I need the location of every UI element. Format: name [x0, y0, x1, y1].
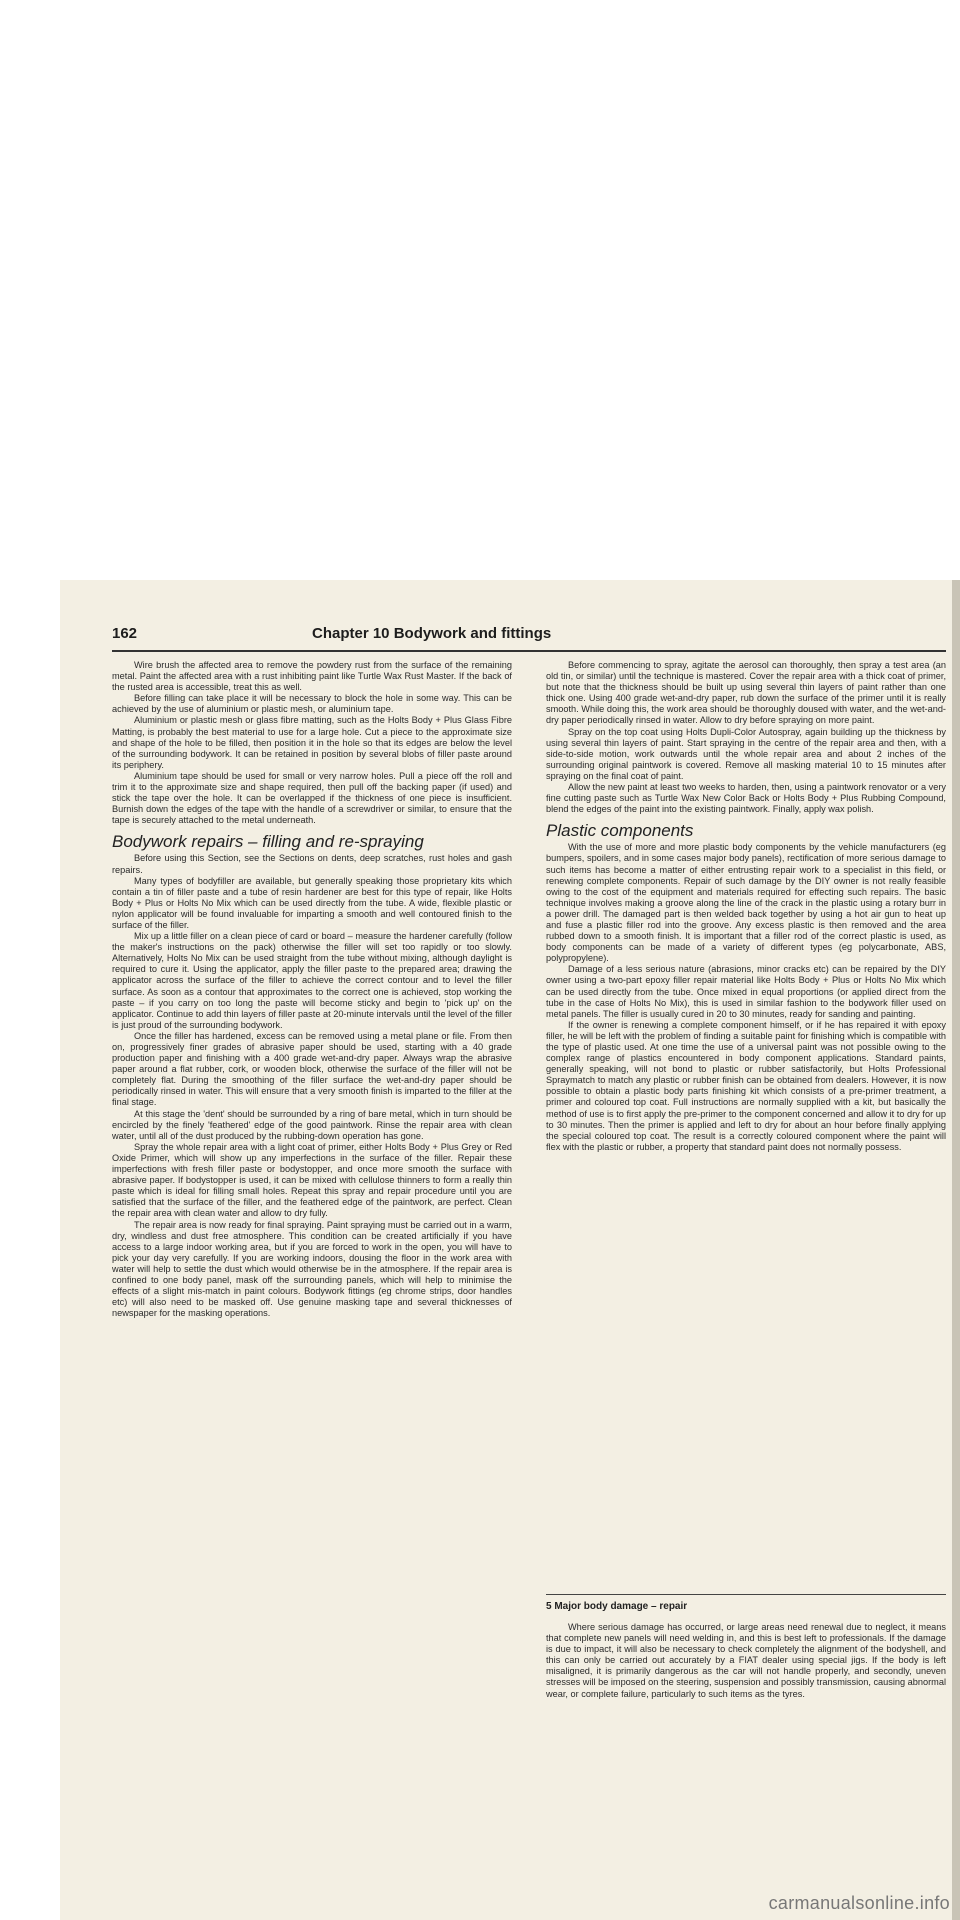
- paragraph: Wire brush the affected area to remove the powdery rust from the surface of the remaining metal. Paint the affected area with a rust inhibiting paint like Turtle Wax Rust Master. If the back of the rusted area is accessible, treat this as well.: [112, 660, 512, 693]
- right-column-lower: [546, 1622, 946, 1700]
- paragraph: Aluminium or plastic mesh or glass fibre matting, such as the Holts Body + Plus Glass Fibre Matting, is probably the best material to use for a large hole. Cut a piece to the approximate size and shape of the hole to be filled, then position it in the hole so that its edges are below the level of the surrounding bodywork. It can be retained in position by several blobs of filler paste around its periphery.: [112, 715, 512, 770]
- header-rule: [112, 650, 946, 652]
- paragraph: At this stage the 'dent' should be surrounded by a ring of bare metal, which in turn should be encircled by the finely 'feathered' edge of the good paintwork. Rinse the repair area with clean water, until all of the dust produced by the rubbing-down operation has gone.: [112, 1108, 512, 1141]
- paragraph: Allow the new paint at least two weeks to harden, then, using a paintwork renovator or a very fine cutting paste such as Turtle Wax New Color Back or Holts Body + Plus Rubbing Compound, blend the edges of the paint into the existing paintwork. Finally, apply wax polish.: [546, 782, 946, 815]
- section-heading-filling: Bodywork repairs – filling and re-spraying: [112, 832, 424, 852]
- paragraph: Many types of bodyfiller are available, but generally speaking those proprietary kits which contain a tin of filler paste and a tube of resin hardener are best for this type of repair, like Holts Body + Plus or Holts No Mix which can be used directly from the tube. A wide, flexible plastic or nylon applicator will be found invaluable for imparting a smooth and well contoured finish to the surface of the filler.: [112, 875, 512, 930]
- paragraph: Damage of a less serious nature (abrasions, minor cracks etc) can be repaired by the DIY owner using a two-part epoxy filler repair material like Holts Body + Plus or Holts No Mix which can be used directly from the tube. Once mixed in equal proportions (or applied direct from the tube in the case of Holts No Mix), this is used in similar fashion to the bodywork filler used on metal panels. The filler is usually cured in 20 to 30 minutes, ready for sanding and painting.: [546, 964, 946, 1019]
- left-column: [112, 660, 512, 1319]
- paragraph: Aluminium tape should be used for small or very narrow holes. Pull a piece off the roll and trim it to the approximate size and shape required, then pull off the backing paper (if used) and stick the tape over the hole. It can be overlapped if the thickness of one piece is insufficient. Burnish down the edges of the tape with the handle of a screwdriver or similar, to ensure that the tape is securely attached to the metal underneath.: [112, 770, 512, 826]
- chapter-title: Chapter 10 Bodywork and fittings: [312, 625, 552, 642]
- paragraph: Before commencing to spray, agitate the aerosol can thoroughly, then spray a test area (an old tin, or similar) until the technique is mastered. Cover the repair area with a thick coat of primer, but note that the thickness should be built up using several thin layers of paint rather than one thick one. Using 400 grade wet-and-dry paper, rub down the surface of the primer until it is really smooth. While doing this, the work area should be thoroughly doused with water, and the wet-and-dry paper periodically rinsed in water. Allow to dry before spraying on more paint.: [546, 660, 946, 726]
- paragraph: Before using this Section, see the Sections on dents, deep scratches, rust holes and gash repairs.: [112, 853, 512, 875]
- page-edge-shadow: [952, 580, 960, 1920]
- section-heading-plastic: Plastic components: [546, 821, 694, 841]
- paragraph: The repair area is now ready for final spraying. Paint spraying must be carried out in a warm, dry, windless and dust free atmosphere. This condition can be created artificially if you have access to a large indoor working area, but if you are forced to work in the open, you will have to pick your day very carefully. If you are working indoors, dousing the floor in the work area with water will help to settle the dust which would otherwise be in the atmosphere. If the repair area is confined to one body panel, mask off the surrounding panels, which will help to minimise the effects of a slight mis-match in paint colours. Bodywork fittings (eg chrome strips, door handles etc) will also need to be masked off. Use genuine masking tape and several thicknesses of newspaper for the masking operations.: [112, 1219, 512, 1319]
- right-column: [546, 660, 946, 1153]
- page-number: 162: [112, 625, 138, 642]
- section-heading-major-damage: 5 Major body damage – repair: [546, 1594, 946, 1612]
- paragraph: Spray the whole repair area with a light coat of primer, either Holts Body + Plus Grey or Red Oxide Primer, which will show up any imperfections in the surface of the filler. Repair these imperfections with fresh filler paste or bodystopper, and once more smooth the surface with abrasive paper. If bodystopper is used, it can be mixed with cellulose thinners to form a really thin paste which is ideal for filling small holes. Repeat this spray and repair procedure until you are satisfied that the surface of the filler, and the feathered edge of the paintwork, are perfect. Clean the repair area with clean water and allow to dry fully.: [112, 1141, 512, 1219]
- paragraph: Mix up a little filler on a clean piece of card or board – measure the hardener carefully (follow the maker's instructions on the pack) otherwise the filler will set too rapidly or too slowly. Alternatively, Holts No Mix can be used straight from the tube without mixing, although daylight is required to cure it. Using the applicator, apply the filler paste to the prepared area; drawing the applicator across the surface of the filler to achieve the correct contour and to level the filler surface. As soon as a contour that approximates to the correct one is achieved, stop working the paste – if you carry on too long the paste will become sticky and begin to 'pick up' on the applicator. Continue to add thin layers of filler paste at 20-minute intervals until the level of the filler is just proud of the surrounding bodywork.: [112, 931, 512, 1030]
- paragraph: With the use of more and more plastic body components by the vehicle manufacturers (eg bumpers, spoilers, and in some cases major body panels), rectification of more serious damage to such items has become a matter of either entrusting repair work to a specialist in this field, or renewing complete components. Repair of such damage by the DIY owner is not really feasible owing to the cost of the equipment and materials required for effecting such repairs. The basic technique involves making a groove along the line of the crack in the plastic using a rotary burr in a power drill. The damaged part is then welded back together by using a hot air gun to heat up and fuse a plastic filler rod into the groove. Any excess plastic is then removed and the area rubbed down to a smooth finish. It is important that a filler rod of the correct plastic is used, as body components can be made of a variety of different types (eg polycarbonate, ABS, polypropylene).: [546, 842, 946, 964]
- watermark: carmanualsonline.info: [768, 1893, 950, 1913]
- paragraph: Once the filler has hardened, excess can be removed using a metal plane or file. From then on, progressively finer grades of abrasive paper should be used, starting with a 40 grade production paper and finishing with a 400 grade wet-and-dry paper. Always wrap the abrasive paper around a flat rubber, cork, or wooden block, otherwise the surface of the filler will not be completely flat. During the smoothing of the filler surface the wet-and-dry paper should be periodically rinsed in water. This will ensure that a very smooth finish is imparted to the filler at the final stage.: [112, 1030, 512, 1108]
- paragraph: Spray on the top coat using Holts Dupli-Color Autospray, again building up the thickness by using several thin layers of paint. Start spraying in the centre of the repair area and then, with a side-to-side motion, work outwards until the whole repair area and about 2 inches of the surrounding original paintwork is covered. Remove all masking material 10 to 15 minutes after spraying on the final coat of paint.: [546, 726, 946, 781]
- paragraph: If the owner is renewing a complete component himself, or if he has repaired it with epoxy filler, he will be left with the problem of finding a suitable paint for finishing which is compatible with the type of plastic used. At one time the use of a universal paint was not possible owing to the complex range of plastics encountered in body component applications. Standard paints, generally speaking, will not bond to plastic or rubber satisfactorily, but Holts Professional Spraymatch to match any plastic or rubber finish can be obtained from dealers. However, it is now possible to obtain a plastic body parts finishing kit which consists of a pre-primer treatment, a primer and coloured top coat. Full instructions are normally supplied with a kit, but basically the method of use is to first apply the pre-primer to the component concerned and allow it to dry for up to 30 minutes. Then the primer is applied and left to dry for about an hour before finally applying the special coloured top coat. The result is a correctly coloured component where the paint will flex with the plastic or rubber, a property that standard paint does not normally possess.: [546, 1019, 946, 1152]
- paragraph: Before filling can take place it will be necessary to block the hole in some way. This can be achieved by the use of aluminium or plastic mesh, or aluminium tape.: [112, 693, 512, 715]
- paragraph: Where serious damage has occurred, or large areas need renewal due to neglect, it means that complete new panels will need welding in, and this is best left to professionals. If the damage is due to impact, it will also be necessary to check completely the alignment of the bodyshell, and this can only be carried out accurately by a FIAT dealer using special jigs. If the body is left misaligned, it is primarily dangerous as the car will not handle properly, and secondly, uneven stresses will be imposed on the steering, suspension and possibly transmission, causing abnormal wear, or complete failure, particularly to such items as the tyres.: [546, 1622, 946, 1699]
